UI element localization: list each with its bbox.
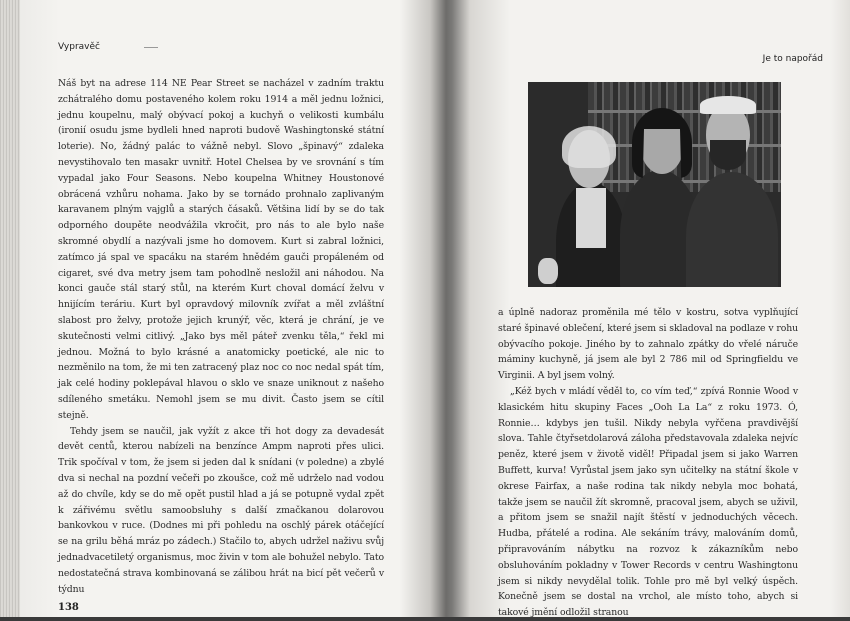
right-paragraph-1: a úplně nadoraz proměnila mé tělo v kostru, sotva vyplňující staré špinavé oblečení, které jsem si skladoval na podlaze v rohu obývacího pokoje. Jiného by to zahnalo zpátky do vřelé náruče máminy kuchyně, já jsem ale byl 2 786 mil od Springfieldu ve Virginii. A byl jsem volný. (498, 307, 798, 382)
page-edges (0, 0, 20, 617)
right-paragraph-2: „Kéž bych v mládí věděl to, co vím teď,“ zpívá Ronnie Wood v klasickém hitu skupiny Faces „Ooh La La“ z roku 1973. Ó, Ronnie… kdybys jen tušil. Nikdy nebyla vyřčena pravdivější slova. Tahle čtyřsetdolarová záloha představovala zdaleka nejvíc peněz, které jsem v životě viděl! Připadal jsem si jako Warren Buffett, kurva! Vyrůstal jsem jako syn učitelky na státní škole v okrese Fairfax, a naše rodina tak nikdy nebyla moc bohatá, takže jsem se naučil žít skromně, pracoval jsem, abych se uživil, a přitom jsem se snažil najít štěstí v jednoduchých věcech. Hudba, přátelé a rodina. Ale sekáním trávy, malováním domů, připravováním nábytku na rozvoz k zákazníkům nebo obsluhováním pokladny v Tower Records v centru Washingtonu jsem si nikdy nevydělal tolik. Tohle pro mě byl velký úspěch. Konečně jsem se dostal na vrchol, ale místo toho, abych si takové jmění odložil stranou (498, 385, 798, 619)
hat (700, 96, 756, 114)
printed-shirt (576, 188, 606, 248)
running-head-rule (144, 47, 158, 48)
teddy-bear (538, 258, 558, 284)
left-running-head: Vypravěč (58, 42, 100, 52)
left-paragraph-1: Náš byt na adrese 114 NE Pear Street se nacházel v zadním traktu zchátralého domu postaveného kolem roku 1914 a měl jednu ložnici, jednu koupelnu, malý obývací pokoj a kuchyň o velikosti kumbálu (ironií osudu jsme bydleli hned naproti budově Washingtonské státní loterie). No, žádný palác to vážně nebyl. Slovo „špinavý“ zdaleka nevystihovalo ten masakr uvnitř. Hotel Chelsea by ve srovnání s tím vypadal jako Four Seasons. Nebo koupelna Whitney Houstonové obrácená vzhůru nohama. Jako by se tornádo prohnalo zaplivaným karavanem plným vajglů a starých čásaků. Většina lidí by se do tak odporného doupěte neodvážila vkročit, pro nás to ale bylo naše skromné obydlí a nazývali jsme ho domovem. Kurt si zabral ložnici, zatímco já spal ve spacáku na starém hnědém gauči propáleném od cigaret, své dva metry jsem tam pohodlně nesložil ani náhodou. Na konci gauče stál starý stůl, na kterém Kurt choval domácí želvu v hnijícím teráriu. Kurt byl opravdový milovník zvířat a měl zvláštní slabost pro želvy, protože jejich krunýř, věc, která je chrání, je ve skutečnosti velmi citlivý. „Jako bys měl páteř zvenku těla,“ řekl mi jednou. Možná to bylo krásné a anatomicky poetické, ale nic to nezměnilo na tom, že mi ten zatracený plaz noc co noc nedal spát tím, jak celé hodiny poklepával hlavou o sklo ve snaze uniknout z našeho sdíleného smetáku. Nemohl jsem se mu divit. Často jsem se cítil stejně. (58, 78, 384, 421)
blond-hair (562, 126, 616, 168)
right-running-head: Je to napořád (762, 54, 823, 64)
right-page (470, 0, 823, 619)
beard (710, 140, 746, 170)
left-body-text (58, 76, 384, 597)
left-paragraph-2: Tehdy jsem se naučil, jak vyžít z akce tři hot dogy za devadesát devět centů, kterou nabízeli na benzínce Ampm naproti přes ulici. Trik spočíval v tom, že jsem si jeden dal k snídani (v poledne) a zbylé dva si nechal na pozdní večeři po zkoušce, což mě udrželo nad vodou až do chvíle, kdy se do mě opět pustil hlad a já se potupně vydal zpět k zářivému světlu samoobsluhy s další zmačkanou dolarovou bankovkou v ruce. (Dodnes mi při pohledu na oschlý párek otáčející se na grilu běhá mráz po zádech.) Stačilo to, abych udržel naživu svůj jednadvacetiletý organismus, moc živin v tom ale bohužel nebylo. Tato nedostatečná strava kombinovaná se zálibou hrát na bicí pět večerů v týdnu (58, 425, 384, 595)
right-body-text (498, 305, 798, 621)
page-number: 138 (58, 602, 79, 613)
band-photo (528, 82, 781, 287)
left-page (52, 0, 392, 617)
